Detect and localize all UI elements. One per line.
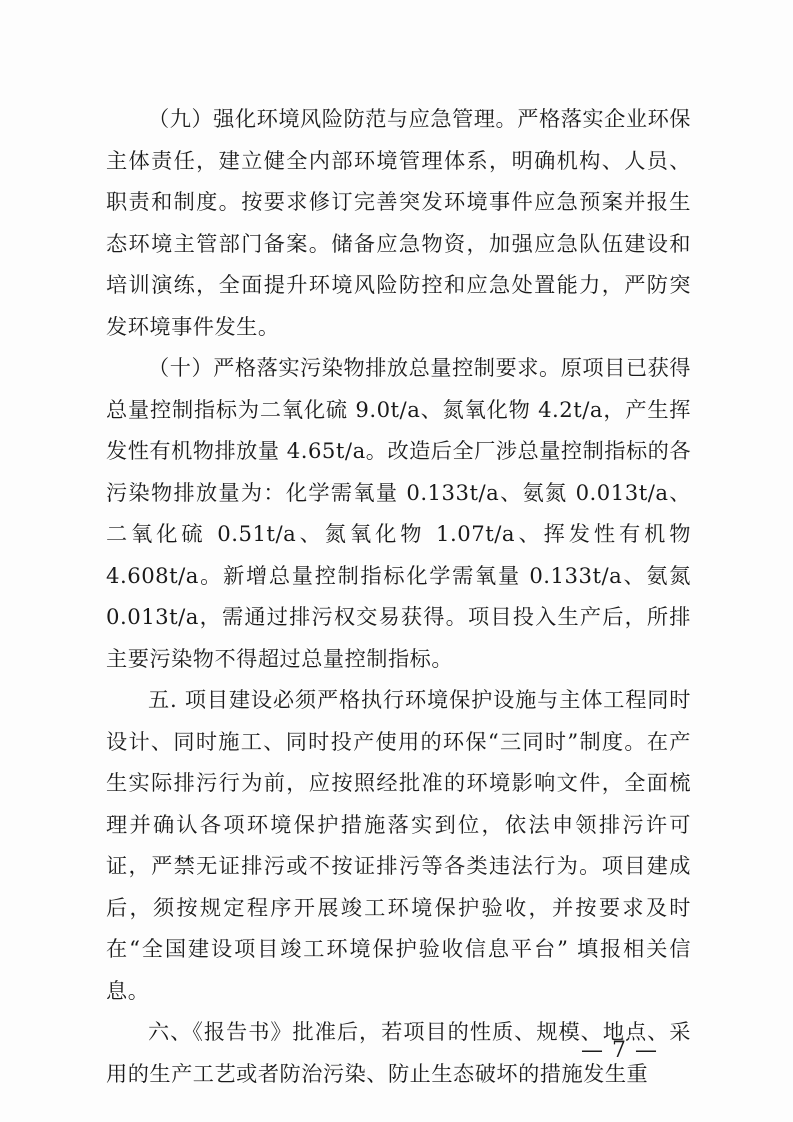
body-text — [106, 98, 691, 1094]
page-number: — 7 — — [581, 1038, 658, 1063]
paragraph-three-simultaneous: 五. 项目建设必须严格执行环境保护设施与主体工程同时设计、同时施工、同时投产使用的环保“三同时”制度。在产生实际排污行为前，应按照经批准的环境影响文件，全面梳理并确认各项环境保护措施落实到位，依法申领排污许可证，严禁无证排污或不按证排污等各类违法行为。项目建成后，须按规定程序开展竣工环境保护验收，并按要求及时在“全国建设项目竣工环境保护验收信息平台” 填报相关信息。 — [106, 687, 691, 1003]
paragraph-pollutant-total-control: （十）严格落实污染物排放总量控制要求。原项目已获得总量控制指标为二氧化硫 9.0t/a、氮氧化物 4.2t/a，产生挥发性有机物排放量 4.65t/a。改造后全厂涉总量控制指标的各污染物排放量为：化学需氧量 0.133t/a、氨氮 0.013t/a、二氧化硫 0.51t/a、氮氧化物 1.07t/a、挥发性有机物 4.608t/a。新增总量控制指标化学需氧量 0.133t/a、氨氮 0.013t/a，需通过排污权交易获得。项目投入生产后，所排主要污染物不得超过总量控制指标。 — [106, 355, 692, 671]
paragraph-risk-management: （九）强化环境风险防范与应急管理。严格落实企业环保主体责任，建立健全内部环境管理体系，明确机构、人员、职责和制度。按要求修订完善突发环境事件应急预案并报生态环境主管部门备案。储备应急物资，加强应急队伍建设和培训演练，全面提升环境风险防控和应急处置能力，严防突发环境事件发生。 — [106, 106, 691, 339]
paragraph-report-approval: 六、《报告书》批准后，若项目的性质、规模、地点、采用的生产工艺或者防治污染、防止生态破坏的措施发生重 — [106, 1019, 691, 1086]
